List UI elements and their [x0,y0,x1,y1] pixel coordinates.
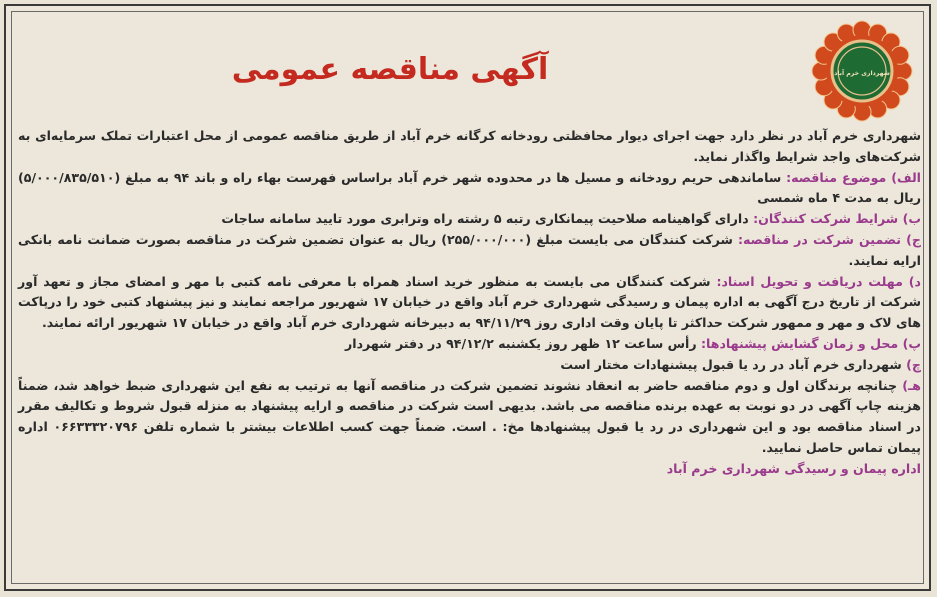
item-notes [18,376,921,459]
item-opening [18,334,921,355]
item-text: شرکت کنندگان می بایست مبلغ (۲۵۵/۰۰۰/۰۰۰) ریال به عنوان تضمین شرکت در مناقصه بصورت ضمانت نامه بانکی ارایه نمایند. [18,231,921,268]
item-subject [18,168,921,210]
item-text: شرکت کنندگان می بایست به منظور خرید اسناد همراه با معرفی نامه کتبی با مهر و امضای مجاز و تعهد آور شرکت از تاریخ درج آگهی به اداره پیمان و رسیدگی شهرداری خرم آباد واقع در خیابان ۱۷ شهریور مراجعه نمایند و نیز پیشنهاد کتبی خود را درپاکت های لاک و مهر و ممهور شرکت حداکثر تا پایان وقت اداری روز ۹۴/۱۱/۲۹ به دبیرخانه شهرداری خرم آباد واقع در خیابان ۱۷ شهریور ارائه نمایند. [18,273,921,331]
item-text: شهرداری خرم آباد در رد یا قبول پیشنهادات مختار است [560,356,907,372]
notice-body [18,126,921,480]
page-title: آگهی مناقصه عمومی [231,52,549,87]
item-conditions [18,209,921,230]
item-text: چنانچه برندگان اول و دوم مناقصه حاضر به انعقاد نشوند تضمین شرکت در مناقصه آنها به ترتیب به نفع این شهرداری ضبط خواهد شد، ضمناً هزینه چاپ آگهی در دو نوبت به عهده برنده مناقصه می باشد. بدیهی است شرکت در مناقصه و ارایه پیشنهاد به منزله قبول شروط و تکالیف مقرر در اسناد مناقصه بود و این شهرداری در رد یا قبول پیشنهادها مخ: . است. ضمناً جهت کسب اطلاعات بیشتر با شماره تلفن ۰۶۶۳۳۳۲۰۷۹۶ اداره پیمان تماس حاصل نمایید. [18,377,921,455]
item-label: د) مهلت دریافت و تحویل اسناد: [716,273,921,289]
logo-inscription: شهرداری خرم آباد [834,70,890,77]
item-rights [18,355,921,376]
item-text: دارای گواهینامه صلاحیت پیمانکاری رتبه ۵ رشته راه وترابری مورد تایید سامانه ساجات [221,211,754,227]
item-label: پ) محل و زمان گشایش پیشنهادها: [700,335,921,351]
municipality-logo [809,18,915,124]
item-label: ج) تضمین شرکت در مناقصه: [738,231,921,247]
item-guarantee [18,230,921,272]
item-label: ب) شرایط شرکت کنندگان: [753,211,921,227]
signature: اداره پیمان و رسیدگی شهرداری خرم آباد [666,460,921,476]
item-deadline [18,272,921,334]
item-label: الف) موضوع مناقصه: [786,169,921,185]
intro-paragraph: شهرداری خرم آباد در نظر دارد جهت اجرای دیوار محافظتی رودخانه کرگانه خرم آباد از طریق مناقصه عمومی از محل اعتبارات تملک سرمایه‌ای به شرکت‌های واجد شرایط واگذار نماید. [18,128,921,164]
item-text: رأس ساعت ۱۲ ظهر روز یکشنبه ۹۴/۱۲/۲ در دفتر شهردار [345,335,701,351]
item-label: هـ) [902,377,921,393]
item-text: ساماندهی حریم رودخانه و مسیل ها در محدوده شهر خرم آباد براساس فهرست بهاء راه و باند ۹۴ به مبلغ (۵/۰۰۰/۸۳۵/۵۱۰) ریال به مدت ۴ ماه شمسی [18,169,921,206]
item-label: چ) [906,356,921,372]
